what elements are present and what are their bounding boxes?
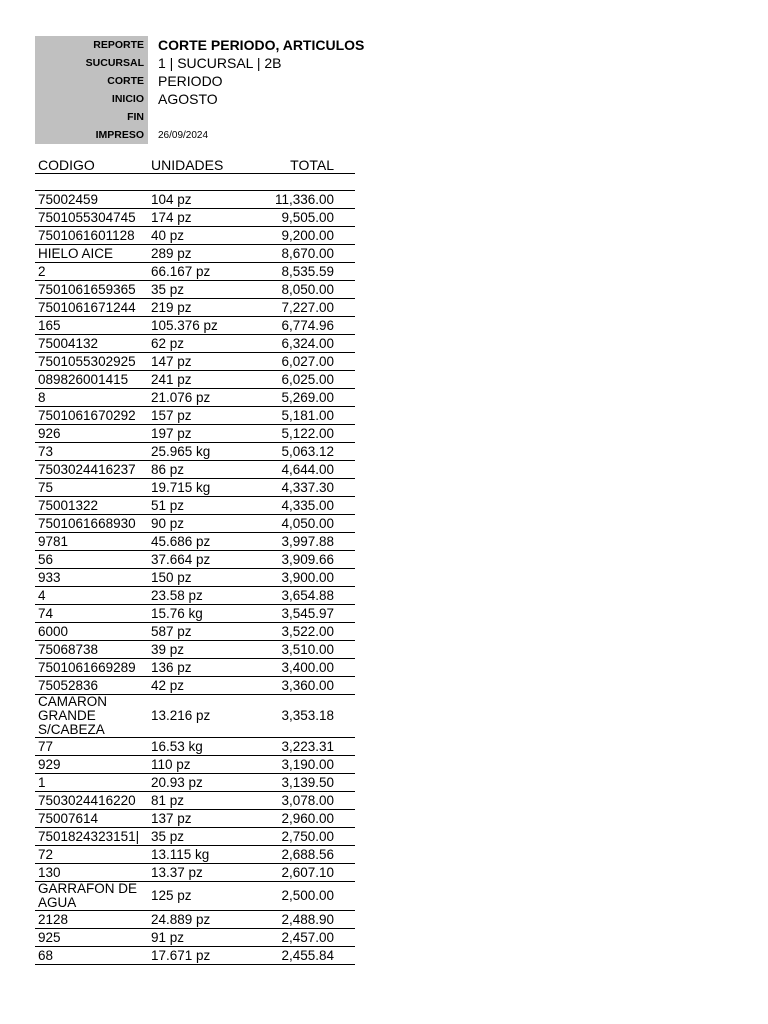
report-header xyxy=(35,36,365,144)
header-label: SUCURSAL xyxy=(35,54,148,72)
table-row xyxy=(35,792,355,810)
table-row xyxy=(35,864,355,882)
cell-units: 24.889 pz xyxy=(151,911,211,927)
cell-units: 197 pz xyxy=(151,425,192,441)
header-label: CORTE xyxy=(35,72,148,90)
cell-units: 110 pz xyxy=(151,756,191,772)
header-value xyxy=(148,108,355,126)
table-row xyxy=(35,911,355,929)
cell-code: 2 xyxy=(38,263,46,279)
cell-total: 5,122.00 xyxy=(281,425,334,441)
cell-total: 6,324.00 xyxy=(281,335,334,351)
cell-total: 3,510.00 xyxy=(281,641,334,657)
cell-units: 289 pz xyxy=(151,245,192,261)
table-row xyxy=(35,623,355,641)
cell-code: 7501061601128 xyxy=(38,227,135,243)
cell-total: 2,455.84 xyxy=(281,947,334,963)
header-value: AGOSTO xyxy=(158,91,218,107)
cell-total: 5,063.12 xyxy=(281,443,334,459)
cell-total: 3,909.66 xyxy=(281,551,334,567)
cell-code: 73 xyxy=(38,443,54,459)
table-row xyxy=(35,335,355,353)
cell-total: 6,025.00 xyxy=(281,371,334,387)
table-row xyxy=(35,756,355,774)
cell-total: 3,353.18 xyxy=(281,708,334,723)
cell-units: 42 pz xyxy=(151,677,185,693)
table-row xyxy=(35,641,355,659)
cell-code: 933 xyxy=(38,569,61,585)
table-row xyxy=(35,263,355,281)
table-header xyxy=(35,156,355,174)
table-row xyxy=(35,353,355,371)
table-row xyxy=(35,677,355,695)
table-row xyxy=(35,774,355,792)
table-row xyxy=(35,245,355,263)
cell-total: 3,223.31 xyxy=(281,738,334,754)
table-row xyxy=(35,533,355,551)
table-row xyxy=(35,299,355,317)
cell-total: 9,200.00 xyxy=(281,227,334,243)
cell-units: 51 pz xyxy=(151,497,185,513)
header-label: REPORTE xyxy=(35,36,148,54)
header-value: 1 | SUCURSAL | 2B xyxy=(158,55,282,71)
cell-code: 75001322 xyxy=(38,497,99,513)
cell-code: 926 xyxy=(38,425,61,441)
cell-code: 165 xyxy=(38,317,61,333)
cell-units: 40 pz xyxy=(151,227,185,243)
cell-code: 929 xyxy=(38,756,61,772)
cell-total: 3,545.97 xyxy=(281,605,334,621)
cell-units: 91 pz xyxy=(151,929,185,945)
column-header-units: UNIDADES xyxy=(151,156,224,173)
cell-total: 3,400.00 xyxy=(281,659,334,675)
cell-code: GARRAFON DE AGUA xyxy=(38,881,138,910)
cell-units: 35 pz xyxy=(151,828,185,844)
cell-code: 68 xyxy=(38,947,54,963)
table-row xyxy=(35,191,355,209)
table-row xyxy=(35,882,355,911)
cell-units: 90 pz xyxy=(151,515,185,531)
cell-total: 3,139.50 xyxy=(281,774,334,790)
report-page xyxy=(35,36,365,965)
cell-units: 39 pz xyxy=(151,641,185,657)
table-row xyxy=(35,551,355,569)
cell-code: 7501061669289 xyxy=(38,659,136,675)
table-row xyxy=(35,587,355,605)
cell-code: 7503024416220 xyxy=(38,792,136,808)
column-header-total: TOTAL xyxy=(290,156,334,173)
cell-code: 7501824323151| xyxy=(38,828,140,844)
cell-code: HIELO AICE xyxy=(38,245,114,261)
cell-total: 11,336.00 xyxy=(274,191,334,207)
cell-total: 9,505.00 xyxy=(281,209,334,225)
cell-total: 4,644.00 xyxy=(281,461,334,477)
cell-total: 5,269.00 xyxy=(281,389,334,405)
cell-code: 925 xyxy=(38,929,61,945)
cell-units: 45.686 pz xyxy=(151,533,211,549)
cell-units: 21.076 pz xyxy=(151,389,211,405)
cell-total: 2,750.00 xyxy=(281,828,334,844)
table-row xyxy=(35,515,355,533)
cell-code: 7501061659365 xyxy=(38,281,136,297)
cell-units: 81 pz xyxy=(151,792,185,808)
header-label: FIN xyxy=(35,108,148,126)
cell-code: 74 xyxy=(38,605,54,621)
table-row xyxy=(35,659,355,677)
table-row xyxy=(35,828,355,846)
table-row xyxy=(35,209,355,227)
table-row xyxy=(35,461,355,479)
cell-code: 56 xyxy=(38,551,54,567)
table-row xyxy=(35,425,355,443)
cell-code: 7501055302925 xyxy=(38,353,136,369)
table-row xyxy=(35,738,355,756)
cell-total: 7,227.00 xyxy=(281,299,334,315)
cell-total: 6,774.96 xyxy=(281,317,334,333)
cell-units: 19.715 kg xyxy=(151,479,211,495)
table-row xyxy=(35,929,355,947)
header-value: CORTE PERIODO, ARTICULOS xyxy=(158,37,365,53)
cell-code: 7501061670292 xyxy=(38,407,136,423)
cell-units: 13.37 pz xyxy=(151,864,203,880)
cell-code: 7503024416237 xyxy=(38,461,136,477)
table-row xyxy=(35,407,355,425)
cell-total: 3,190.00 xyxy=(281,756,334,772)
cell-code: CAMARON GRANDE S/CABEZA xyxy=(38,694,108,737)
cell-code: 4 xyxy=(38,587,46,603)
cell-total: 4,337.30 xyxy=(281,479,334,495)
table-row xyxy=(35,497,355,515)
cell-total: 3,654.88 xyxy=(281,587,334,603)
cell-total: 2,607.10 xyxy=(281,864,334,880)
cell-total: 8,535.59 xyxy=(281,263,334,279)
cell-code: 7501061668930 xyxy=(38,515,136,531)
cell-code: 089826001415 xyxy=(38,371,129,387)
table-body xyxy=(35,191,355,965)
cell-total: 4,050.00 xyxy=(281,515,334,531)
cell-units: 13.216 pz xyxy=(151,708,211,723)
cell-total: 2,457.00 xyxy=(281,929,334,945)
cell-units: 23.58 pz xyxy=(151,587,203,603)
cell-code: 75068738 xyxy=(38,641,99,657)
table-row xyxy=(35,443,355,461)
cell-units: 66.167 pz xyxy=(151,263,211,279)
cell-code: 75004132 xyxy=(38,335,99,351)
cell-code: 75052836 xyxy=(38,677,99,693)
table-row xyxy=(35,810,355,828)
cell-total: 6,027.00 xyxy=(281,353,334,369)
cell-code: 1 xyxy=(38,774,46,790)
table-row xyxy=(35,371,355,389)
cell-code: 75007614 xyxy=(38,810,99,826)
cell-units: 86 pz xyxy=(151,461,185,477)
table-row xyxy=(35,846,355,864)
cell-total: 3,522.00 xyxy=(281,623,334,639)
cell-total: 2,500.00 xyxy=(281,888,334,903)
table-row xyxy=(35,479,355,497)
header-label: IMPRESO xyxy=(35,126,148,144)
header-label: INICIO xyxy=(35,90,148,108)
cell-total: 5,181.00 xyxy=(281,407,334,423)
cell-units: 587 pz xyxy=(151,623,192,639)
table-header-spacer xyxy=(35,174,355,191)
cell-total: 8,050.00 xyxy=(281,281,334,297)
cell-units: 105.376 pz xyxy=(151,317,218,333)
cell-units: 241 pz xyxy=(151,371,192,387)
header-value: 26/09/2024 xyxy=(158,129,209,141)
cell-units: 13.115 kg xyxy=(151,846,210,862)
cell-total: 3,360.00 xyxy=(281,677,334,693)
cell-units: 157 pz xyxy=(151,407,192,423)
table-row xyxy=(35,695,355,738)
cell-total: 2,688.56 xyxy=(281,846,334,862)
cell-units: 147 pz xyxy=(151,353,192,369)
cell-units: 104 pz xyxy=(151,191,192,207)
cell-units: 136 pz xyxy=(151,659,192,675)
cell-units: 125 pz xyxy=(151,888,192,903)
cell-code: 72 xyxy=(38,846,54,862)
cell-code: 2128 xyxy=(38,911,69,927)
column-header-code: CODIGO xyxy=(38,156,95,173)
cell-units: 174 pz xyxy=(151,209,192,225)
table-row xyxy=(35,389,355,407)
table-row xyxy=(35,281,355,299)
cell-code: 7501055304745 xyxy=(38,209,136,225)
cell-units: 20.93 pz xyxy=(151,774,203,790)
cell-total: 8,670.00 xyxy=(281,245,334,261)
cell-units: 62 pz xyxy=(151,335,185,351)
cell-units: 37.664 pz xyxy=(151,551,211,567)
cell-units: 137 pz xyxy=(151,810,192,826)
cell-total: 2,488.90 xyxy=(281,911,334,927)
cell-code: 6000 xyxy=(38,623,69,639)
cell-total: 2,960.00 xyxy=(281,810,334,826)
cell-code: 9781 xyxy=(38,533,69,549)
table-row xyxy=(35,317,355,335)
cell-units: 17.671 pz xyxy=(151,947,211,963)
cell-units: 16.53 kg xyxy=(151,738,203,754)
cell-units: 15.76 kg xyxy=(151,605,203,621)
cell-total: 3,997.88 xyxy=(281,533,334,549)
cell-total: 4,335.00 xyxy=(281,497,334,513)
cell-units: 35 pz xyxy=(151,281,185,297)
cell-total: 3,078.00 xyxy=(281,792,334,808)
cell-total: 3,900.00 xyxy=(281,569,334,585)
cell-code: 75002459 xyxy=(38,191,99,207)
cell-units: 25.965 kg xyxy=(151,443,211,459)
cell-units: 219 pz xyxy=(151,299,192,315)
cell-code: 7501061671244 xyxy=(38,299,136,315)
cell-code: 130 xyxy=(38,864,61,880)
table-row xyxy=(35,569,355,587)
header-value: PERIODO xyxy=(158,73,223,89)
cell-code: 8 xyxy=(38,389,46,405)
table-row xyxy=(35,605,355,623)
cell-units: 150 pz xyxy=(151,569,192,585)
cell-code: 75 xyxy=(38,479,54,495)
table-row xyxy=(35,947,355,965)
cell-code: 77 xyxy=(38,738,54,754)
table-row xyxy=(35,227,355,245)
